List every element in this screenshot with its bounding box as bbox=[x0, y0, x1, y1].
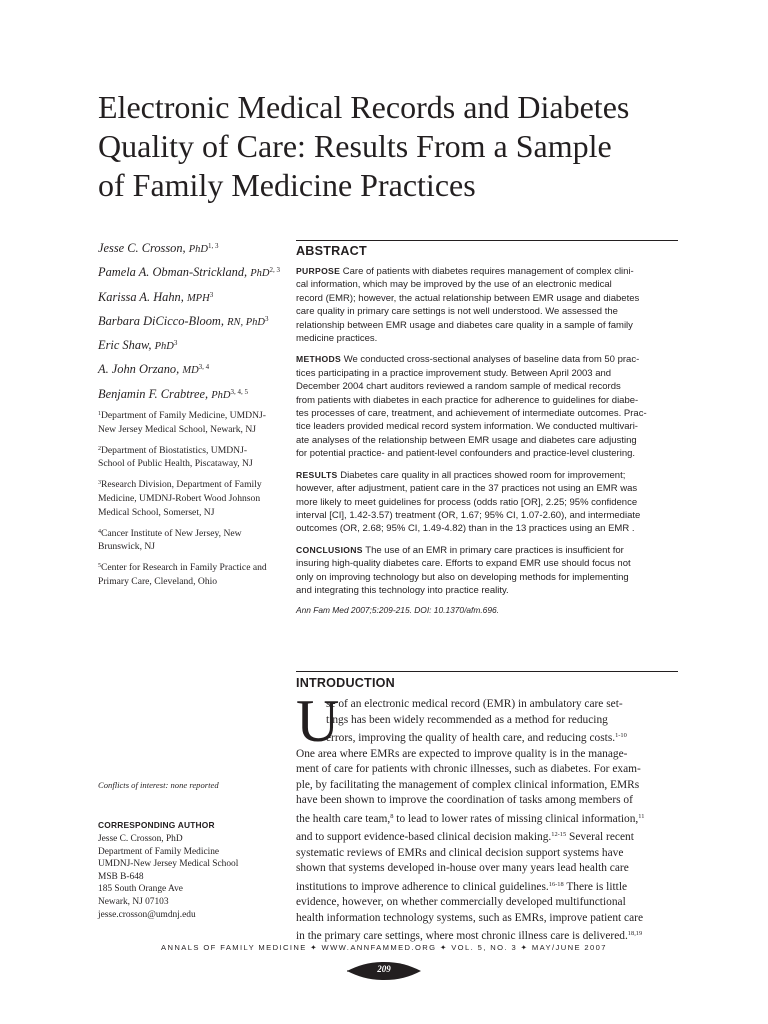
abstract-line: from patients with diabetes in each practice for adherence to guidelines for diabe- bbox=[296, 394, 639, 406]
affiliation-line: New Jersey Medical School, Newark, NJ bbox=[98, 423, 256, 435]
author-affiliation-ref: 3 bbox=[209, 290, 214, 299]
author-name: A. John Orzano, MD$^{3, 4}$ bbox=[98, 362, 210, 377]
intro-line: ple, by facilitating the management of complex clinical information, EMRs bbox=[296, 778, 640, 791]
affiliation-line: Medicine, UMDNJ-Robert Wood Johnson bbox=[98, 493, 261, 505]
introduction-body bbox=[296, 688, 678, 945]
abstract-line: December 2004 chart auditors reviewed a random sample of medical records bbox=[296, 381, 621, 393]
author-name: Karissa A. Hahn, MPH$^3$ bbox=[98, 289, 214, 304]
abstract-rule bbox=[296, 240, 678, 241]
intro-line: se of an electronic medical record (EMR) in ambulatory care set- bbox=[326, 698, 623, 710]
author-list bbox=[98, 236, 284, 406]
abstract-heading: ABSTRACT bbox=[296, 244, 367, 258]
abstract-line: insuring high-quality diabetes care. Efforts to expand EMR use should focus not bbox=[296, 558, 631, 570]
intro-line: health information technology systems, such as EMRs, improve patient care bbox=[296, 911, 644, 924]
address-line: MSB B-648 bbox=[98, 871, 144, 882]
abstract-label: METHODS bbox=[296, 354, 342, 365]
abstract-line: PURPOSE Care of patients with diabetes requires management of complex clini- bbox=[296, 266, 634, 277]
introduction-rule bbox=[296, 671, 678, 672]
author-name: Pamela A. Obman-Strickland, PhD$^{2, 3}$ bbox=[98, 265, 280, 280]
author-affiliation-ref: 1, 3 bbox=[208, 242, 219, 250]
reference-marker: 1-10 bbox=[615, 732, 627, 739]
conflicts-note: Conflicts of interest: none reported bbox=[98, 780, 219, 790]
intro-line: and to support evidence-based clinical decision making.$^{12-15}$ Several recent bbox=[296, 831, 634, 843]
abstract-line: tice leaders provided medical record system information. We conducted multivari- bbox=[296, 421, 638, 433]
affiliation-line: Center for Research in Family Practice and bbox=[101, 562, 267, 574]
affiliation bbox=[98, 408, 284, 437]
abstract-methods bbox=[296, 353, 678, 460]
intro-line: tings has been widely recommended as a method for reducing bbox=[326, 713, 608, 726]
intro-line: One area where EMRs are expected to improve quality is in the manage- bbox=[296, 747, 628, 760]
author-credential: PhD bbox=[211, 389, 231, 401]
abstract-line: ate analyses of the relationship between EMR usage and diabetes care adjusting bbox=[296, 434, 637, 446]
abstract-line: RESULTS Diabetes care quality in all practices showed room for improvement; bbox=[296, 469, 626, 481]
abstract-label: CONCLUSIONS bbox=[296, 544, 363, 555]
intro-line: the health care team,$^8$ to lead to lower rates of missing clinical information,$^{11}$ bbox=[296, 812, 645, 825]
abstract-line: record (EMR); however, the actual relationship between EMR usage and diabetes bbox=[296, 292, 640, 304]
intro-line: ment of care for patients with chronic illnesses, such as diabetes. For exam- bbox=[296, 763, 641, 775]
affiliation-line: Research Division, Department of Family bbox=[101, 479, 262, 491]
abstract-line: and integrating this technology into practice reality. bbox=[296, 584, 509, 596]
affiliation-number: 4 bbox=[98, 528, 101, 535]
affiliation bbox=[98, 560, 284, 589]
abstract-line: tices participating in a practice improvement study. Between April 2003 and bbox=[296, 367, 612, 379]
abstract-line: METHODS We conducted cross-sectional analyses of baseline data from 50 prac- bbox=[296, 354, 640, 366]
citation: Ann Fam Med 2007;5:209-215. DOI: 10.1370/afm.696. bbox=[296, 605, 499, 616]
title-line: of Family Medicine Practices bbox=[98, 167, 476, 203]
author-credential: PhD bbox=[250, 268, 270, 280]
journal-footer: ANNALS OF FAMILY MEDICINE ✦ WWW.ANNFAMMED.ORG ✦ VOL. 5, NO. 3 ✦ MAY/JUNE 2007 bbox=[161, 943, 607, 952]
intro-line: shown that systems developed in-house over many years lead health care bbox=[296, 862, 629, 874]
abstract-section bbox=[296, 240, 678, 615]
author-credential: MPH bbox=[186, 292, 210, 304]
abstract-label: PURPOSE bbox=[296, 266, 341, 276]
title-line: Electronic Medical Records and Diabetes bbox=[98, 89, 630, 125]
page-number-badge bbox=[0, 960, 768, 982]
abstract-results bbox=[296, 469, 678, 536]
abstract-line: cal information, which may be improved by the use of an electronic medical bbox=[296, 279, 612, 291]
reference-marker: 16-18 bbox=[548, 880, 564, 888]
address-line: Jesse C. Crosson, PhD bbox=[98, 834, 183, 844]
intro-line: in the primary care settings, where most chronic illness care is delivered.$^{18,19}$ bbox=[296, 930, 643, 942]
intro-line: have been shown to improve the coordination of tasks among members of bbox=[296, 794, 633, 806]
affiliation-line: School of Public Health, Piscataway, NJ bbox=[98, 458, 253, 470]
author-credential: PhD bbox=[188, 244, 209, 255]
abstract-line: outcomes (OR, 2.68; 95% CI, 1.49-4.82) than in the 13 practices using an EMR . bbox=[296, 523, 635, 535]
abstract-label: RESULTS bbox=[296, 469, 338, 480]
author-name: Benjamin F. Crabtree, PhD$^{3, 4, 5}$ bbox=[98, 386, 248, 401]
intro-line: errors, improving the quality of health care, and reducing costs.$^{1-10}$ bbox=[326, 732, 627, 744]
affiliation-line: Cancer Institute of New Jersey, New bbox=[101, 527, 242, 539]
author-credential: MD bbox=[182, 365, 199, 377]
affiliation-line: Medical School, Somerset, NJ bbox=[98, 506, 215, 518]
abstract-purpose bbox=[296, 265, 678, 345]
corresponding-heading: CORRESPONDING AUTHOR bbox=[98, 820, 215, 830]
abstract-line: medicine practices. bbox=[296, 333, 378, 345]
abstract-line: relationship between EMR usage and diabetes care quality in a sample of family bbox=[296, 319, 633, 331]
abstract-line: CONCLUSIONS The use of an EMR in primary care practices is insufficient for bbox=[296, 544, 624, 556]
address-line: jesse.crosson@umdnj.edu bbox=[98, 909, 196, 920]
author-name: Barbara DiCicco-Bloom, RN, PhD$^3$ bbox=[98, 313, 269, 328]
affiliation-number: 5 bbox=[98, 563, 101, 570]
affiliation bbox=[98, 443, 284, 472]
corresponding-author bbox=[98, 820, 284, 921]
abstract-body bbox=[296, 265, 678, 597]
author-affiliation-ref: 2, 3 bbox=[269, 266, 280, 275]
address-line: Newark, NJ 07103 bbox=[98, 896, 169, 907]
abstract-line: care quality in primary care settings is not well understood. We assessed the bbox=[296, 306, 618, 318]
abstract-conclusions bbox=[296, 544, 678, 598]
affiliation-line: Primary Care, Cleveland, Ohio bbox=[98, 576, 218, 588]
author-affiliation-ref: 3 bbox=[264, 314, 269, 323]
abstract-line: tes processes of care, treatment, and achievement of intermediate outcomes. Prac- bbox=[296, 408, 647, 420]
title-line: Quality of Care: Results From a Sample bbox=[98, 128, 612, 164]
intro-line: evidence, however, on whether commercially developed multifunctional bbox=[296, 896, 626, 908]
affiliation-number: 2 bbox=[98, 445, 101, 452]
author-credential: RN, PhD bbox=[227, 316, 265, 328]
reference-marker: 8 bbox=[390, 812, 394, 820]
introduction-section bbox=[296, 671, 678, 945]
corresponding-address bbox=[98, 833, 284, 921]
abstract-line: interval [CI], 1.42-3.57) treatment (OR, 1.67; 95% CI, 1.07-2.60), and intermediate bbox=[296, 509, 641, 521]
abstract-line: more likely to meet guidelines for process (odds ratio [OR], 2.25; 95% confidence bbox=[296, 496, 638, 508]
affiliation bbox=[98, 477, 284, 519]
affiliation-number: 1 bbox=[98, 411, 101, 418]
address-line: UMDNJ-New Jersey Medical School bbox=[98, 859, 239, 870]
reference-marker: 18,19 bbox=[627, 930, 643, 937]
affiliation-line: Department of Biostatistics, UMDNJ- bbox=[101, 444, 248, 456]
page-number: 209 bbox=[377, 964, 391, 974]
affiliation bbox=[98, 526, 284, 555]
author-credential: PhD bbox=[154, 341, 174, 353]
introduction-heading: INTRODUCTION bbox=[296, 676, 395, 690]
author-affiliation-ref: 3 bbox=[173, 339, 178, 348]
reference-marker: 11 bbox=[638, 812, 645, 820]
abstract-line: for potential practice- and patient-level confounders and practice-level clustering. bbox=[296, 448, 636, 460]
abstract-line: only on improving technology but also on developing methods for implementing bbox=[296, 571, 629, 583]
affiliation-number: 3 bbox=[98, 480, 101, 487]
intro-line: systematic reviews of EMRs and clinical decision support systems have bbox=[296, 846, 624, 859]
author-name: Eric Shaw, PhD$^3$ bbox=[98, 338, 178, 353]
author-column bbox=[98, 236, 284, 595]
affiliation-list bbox=[98, 408, 284, 589]
affiliation-line: Brunswick, NJ bbox=[98, 541, 156, 553]
author-affiliation-ref: 3, 4 bbox=[198, 363, 210, 372]
drop-cap: U bbox=[296, 688, 340, 754]
abstract-line: however, after adjustment, patient care in the 37 practices not using an EMR was bbox=[296, 483, 638, 495]
address-line: 185 South Orange Ave bbox=[98, 884, 183, 895]
address-line: Department of Family Medicine bbox=[98, 846, 220, 857]
author-affiliation-ref: 3, 4, 5 bbox=[230, 387, 248, 396]
intro-line: institutions to improve adherence to clinical guidelines.$^{16-18}$ There is little bbox=[296, 880, 628, 893]
article-title bbox=[98, 88, 698, 205]
affiliation-line: Department of Family Medicine, UMDNJ- bbox=[101, 410, 266, 422]
author-name: Jesse C. Crosson, PhD$^{1, 3}$ bbox=[98, 241, 219, 255]
reference-marker: 12-15 bbox=[551, 831, 567, 838]
